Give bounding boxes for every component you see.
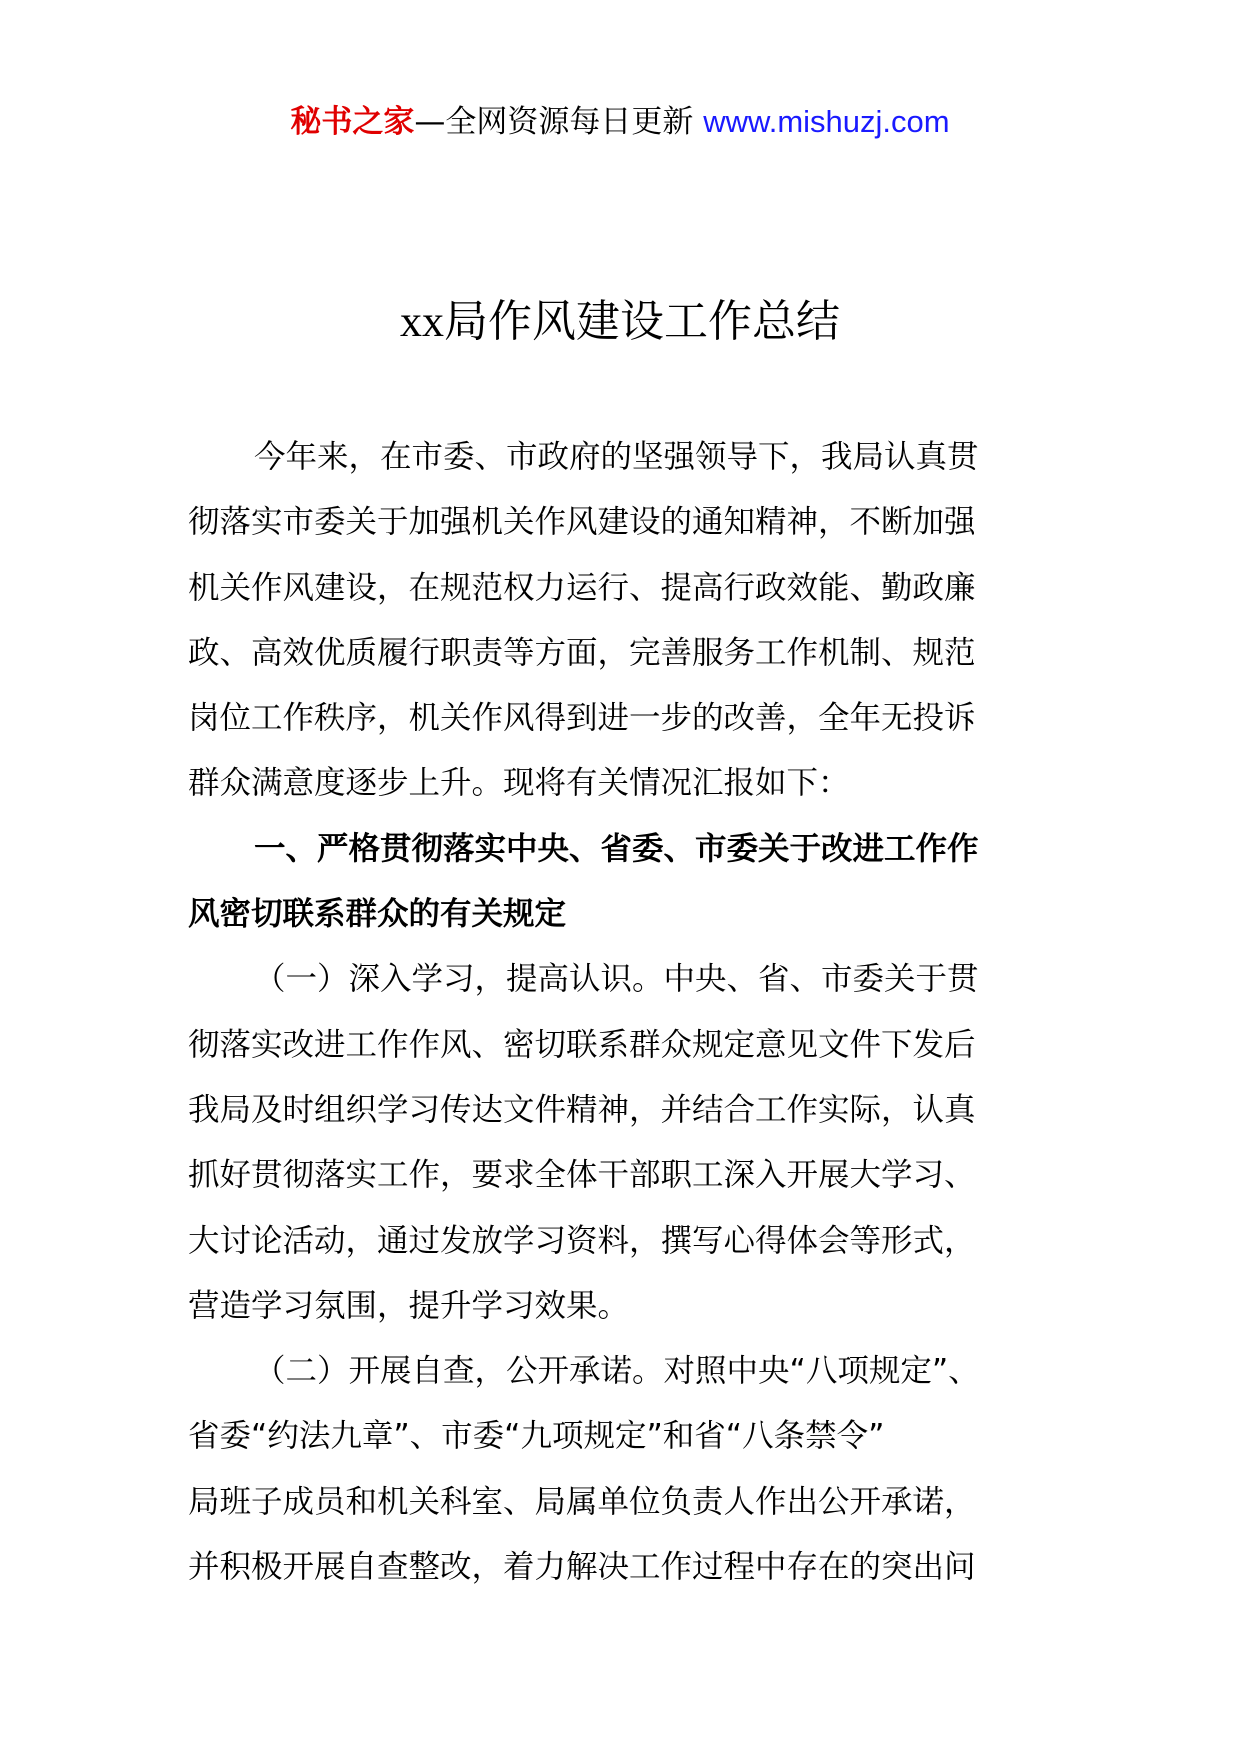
section-heading-line: 一、严格贯彻落实中央、省委、市委关于改进工作作 [254,830,979,867]
paragraph-line: 大讨论活动，通过发放学习资料，撰写心得体会等形式， [188,1222,976,1259]
paragraph-line: 抓好贯彻落实工作，要求全体干部职工深入开展大学习、 [188,1157,976,1194]
paragraph-line: 彻落实市委关于加强机关作风建设的通知精神，不断加强 [188,504,976,541]
paragraph-line: 省委“约法九章”、市委“九项规定”和省“八条禁令” [188,1418,885,1455]
document-title-prefix: xx [400,297,444,346]
document-title [0,292,1240,352]
paragraph-line: （一）深入学习，提高认识。中央、省、市委关于贯 [254,961,979,998]
paragraph-line: 政、高效优质履行职责等方面，完善服务工作机制、规范 [188,634,976,671]
paragraph-line: 我局及时组织学习传达文件精神，并结合工作实际，认真 [188,1091,976,1128]
site-header-banner [0,100,1240,144]
paragraph-line: 营造学习氛围，提升学习效果。 [188,1287,630,1324]
document-body [188,425,1068,1600]
section-heading-line: 风密切联系群众的有关规定 [188,896,567,933]
paragraph-line: 机关作风建设，在规范权力运行、提高行政效能、勤政廉 [188,569,976,606]
paragraph-line: 并积极开展自查整改，着力解决工作过程中存在的突出问 [188,1549,976,1586]
paragraph-line: 岗位工作秩序，机关作风得到进一步的改善，全年无投诉 [188,700,976,737]
document-title-main: 局作风建设工作总结 [444,296,840,347]
paragraph-line: （二）开展自查，公开承诺。对照中央“八项规定”、 [254,1353,980,1390]
paragraph-line: 群众满意度逐步上升。现将有关情况汇报如下： [188,765,850,802]
brand-name: 秘书之家 [290,104,415,140]
paragraph-line: 彻落实改进工作作风、密切联系群众规定意见文件下发后 [188,1026,976,1063]
header-slogan: —全网资源每日更新 [414,104,704,140]
paragraph-line: 局班子成员和机关科室、局属单位负责人作出公开承诺， [188,1483,976,1520]
paragraph-line: 今年来，在市委、市政府的坚强领导下，我局认真贯 [254,439,979,475]
site-url-link[interactable]: www.mishuzj.com [703,104,950,139]
